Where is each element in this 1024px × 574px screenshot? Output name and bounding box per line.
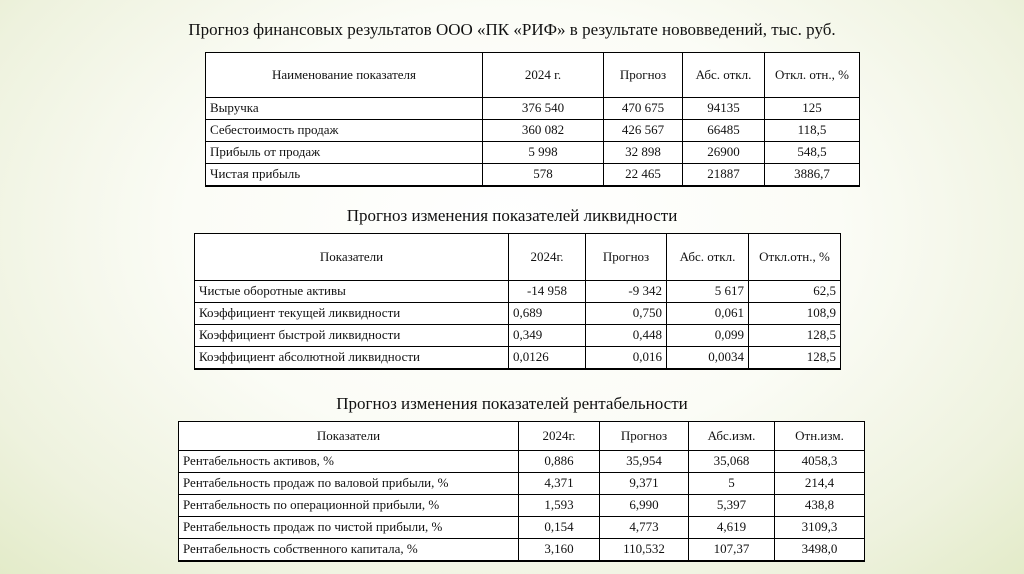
table-row <box>179 495 865 517</box>
table-row <box>206 142 860 164</box>
column-header: Откл.отн., % <box>749 234 841 281</box>
cell: 5 <box>689 473 775 495</box>
column-header: 2024г. <box>509 234 586 281</box>
cell: 0,750 <box>586 303 667 325</box>
liquidity-table <box>194 233 841 370</box>
cell: 470 675 <box>604 98 683 120</box>
row-label: Чистые оборотные активы <box>195 281 509 303</box>
row-label: Чистая прибыль <box>206 164 483 187</box>
cell: 118,5 <box>765 120 860 142</box>
table-row <box>206 98 860 120</box>
cell: 1,593 <box>519 495 600 517</box>
cell: 214,4 <box>775 473 865 495</box>
row-label: Рентабельность собственного капитала, % <box>179 539 519 562</box>
cell: 108,9 <box>749 303 841 325</box>
cell: 548,5 <box>765 142 860 164</box>
cell: 4058,3 <box>775 451 865 473</box>
cell: 426 567 <box>604 120 683 142</box>
cell: 62,5 <box>749 281 841 303</box>
cell: 128,5 <box>749 325 841 347</box>
cell: 26900 <box>683 142 765 164</box>
cell: 4,371 <box>519 473 600 495</box>
financial-results-title: Прогноз финансовых результатов ООО «ПК «РИФ» в результате нововведений, тыс. руб. <box>188 20 836 39</box>
cell: 376 540 <box>483 98 604 120</box>
row-label: Рентабельность продаж по валовой прибыли, % <box>179 473 519 495</box>
cell: 9,371 <box>600 473 689 495</box>
cell: 110,532 <box>600 539 689 562</box>
column-header: Прогноз <box>600 422 689 451</box>
row-label: Себестоимость продаж <box>206 120 483 142</box>
cell: 5 998 <box>483 142 604 164</box>
cell: -9 342 <box>586 281 667 303</box>
cell: -14 958 <box>509 281 586 303</box>
cell: 0,0126 <box>509 347 586 370</box>
column-header: Наименование показателя <box>206 53 483 98</box>
row-label: Коэффициент текущей ликвидности <box>195 303 509 325</box>
cell: 3886,7 <box>765 164 860 187</box>
cell: 578 <box>483 164 604 187</box>
column-header: Абс.изм. <box>689 422 775 451</box>
cell: 128,5 <box>749 347 841 370</box>
cell: 4,619 <box>689 517 775 539</box>
liquidity-title: Прогноз изменения показателей ликвидности <box>346 206 678 225</box>
cell: 5,397 <box>689 495 775 517</box>
cell: 66485 <box>683 120 765 142</box>
cell: 3498,0 <box>775 539 865 562</box>
cell: 0,349 <box>509 325 586 347</box>
row-label: Выручка <box>206 98 483 120</box>
cell: 0,886 <box>519 451 600 473</box>
cell: 107,37 <box>689 539 775 562</box>
column-header: Прогноз <box>586 234 667 281</box>
cell: 5 617 <box>667 281 749 303</box>
cell: 360 082 <box>483 120 604 142</box>
cell: 4,773 <box>600 517 689 539</box>
cell: 3,160 <box>519 539 600 562</box>
row-label: Коэффициент быстрой ликвидности <box>195 325 509 347</box>
table-row <box>195 303 841 325</box>
cell: 35,954 <box>600 451 689 473</box>
row-label: Рентабельность активов, % <box>179 451 519 473</box>
table-row <box>195 281 841 303</box>
profitability-table <box>178 421 865 562</box>
cell: 0,061 <box>667 303 749 325</box>
cell: 22 465 <box>604 164 683 187</box>
cell: 0,099 <box>667 325 749 347</box>
cell: 0,154 <box>519 517 600 539</box>
cell: 21887 <box>683 164 765 187</box>
column-header: Отн.изм. <box>775 422 865 451</box>
table-row <box>195 347 841 370</box>
row-label: Рентабельность продаж по чистой прибыли, % <box>179 517 519 539</box>
table-row <box>206 120 860 142</box>
table-row <box>179 539 865 562</box>
row-label: Коэффициент абсолютной ликвидности <box>195 347 509 370</box>
column-header: Прогноз <box>604 53 683 98</box>
column-header: Показатели <box>195 234 509 281</box>
column-header: 2024г. <box>519 422 600 451</box>
cell: 3109,3 <box>775 517 865 539</box>
column-header: 2024 г. <box>483 53 604 98</box>
cell: 0,689 <box>509 303 586 325</box>
column-header: Абс. откл. <box>683 53 765 98</box>
cell: 94135 <box>683 98 765 120</box>
table-row <box>206 164 860 187</box>
cell: 125 <box>765 98 860 120</box>
cell: 0,448 <box>586 325 667 347</box>
cell: 32 898 <box>604 142 683 164</box>
table-row <box>179 451 865 473</box>
table-row <box>195 325 841 347</box>
cell: 35,068 <box>689 451 775 473</box>
cell: 438,8 <box>775 495 865 517</box>
column-header: Показатели <box>179 422 519 451</box>
column-header: Абс. откл. <box>667 234 749 281</box>
table-row <box>179 517 865 539</box>
profitability-title: Прогноз изменения показателей рентабельности <box>336 394 688 413</box>
cell: 0,016 <box>586 347 667 370</box>
cell: 6,990 <box>600 495 689 517</box>
table-row <box>179 473 865 495</box>
row-label: Рентабельность по операционной прибыли, % <box>179 495 519 517</box>
row-label: Прибыль от продаж <box>206 142 483 164</box>
financial-results-table <box>205 52 860 187</box>
cell: 0,0034 <box>667 347 749 370</box>
column-header: Откл. отн., % <box>765 53 860 98</box>
